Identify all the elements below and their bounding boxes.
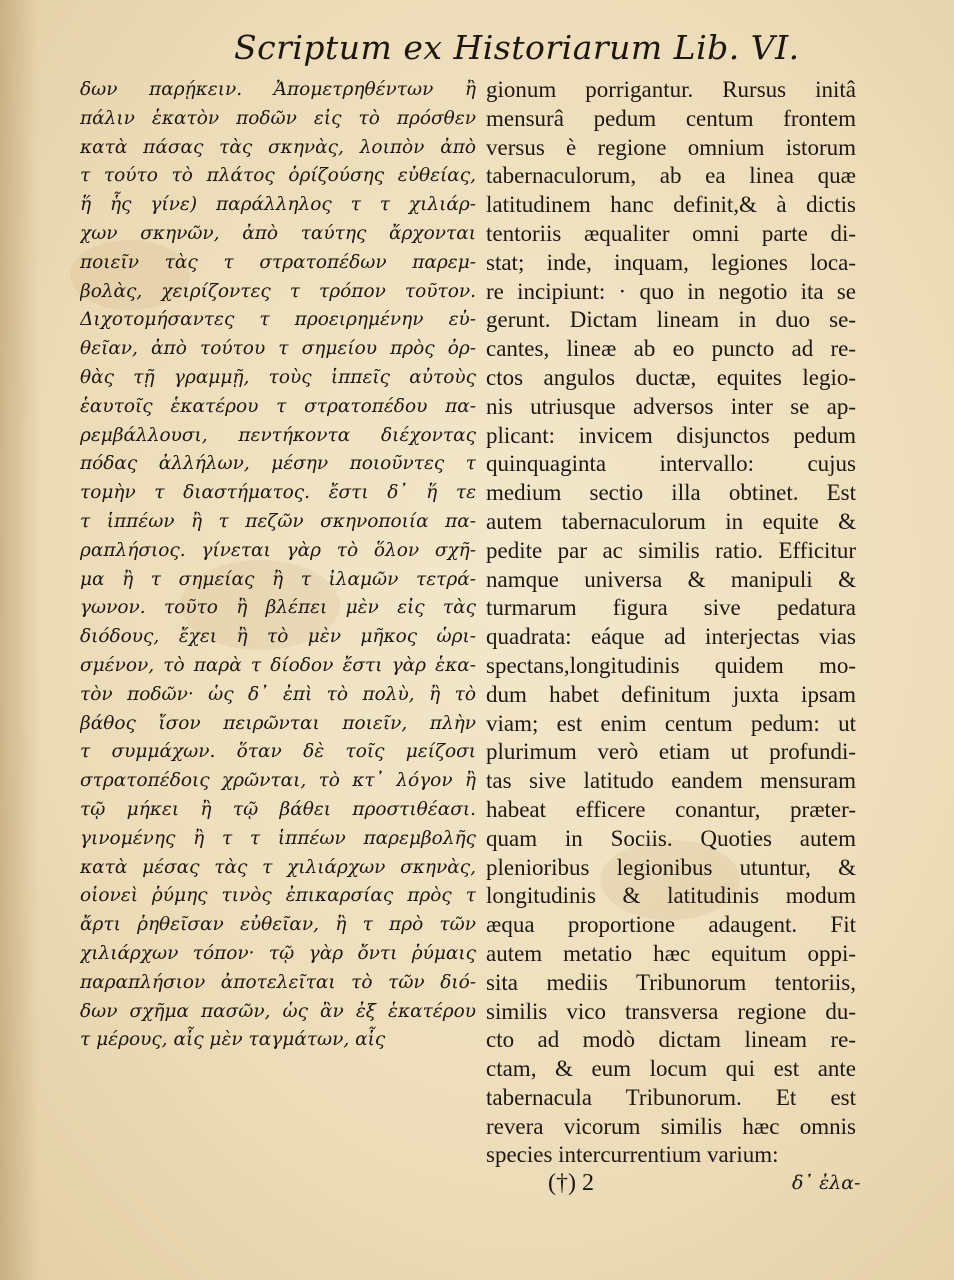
latin-text-line: re incipiunt: · quo in negotio ita se: [486, 278, 856, 304]
latin-text-line: dum habet definitum juxta ipsam: [486, 681, 856, 707]
latin-text-line: ctam, & eum locum qui est ante: [486, 1056, 856, 1082]
greek-text-line: τὸν ποδῶν· ὡς δ᾽ ἐπὶ τὸ πολὺ, ἢ τὸ: [80, 683, 476, 705]
latin-text-line: versus è regione omnium istorum: [486, 134, 856, 160]
greek-text-line: θεῖαν, ἀπὸ τούτου τ σημείου πρὸς ὀρ-: [80, 338, 476, 360]
greek-text-line: Διχοτομήσαντες τ προειρημένην εὐ-: [80, 309, 476, 331]
latin-text-line: autem tabernaculorum in equite &: [486, 508, 856, 534]
greek-text-line: πόδας ἀλλήλων, μέσην ποιοῦντες τ: [80, 453, 476, 475]
latin-text-line: autem metatio hæc equitum oppi-: [486, 940, 856, 966]
latin-text-line: viam; est enim centum pedum: ut: [486, 710, 856, 736]
signature-mark: (†) 2: [548, 1170, 594, 1196]
latin-text-line: ctos angulos ductæ, equites legio-: [486, 364, 856, 390]
latin-text-line: similis vico transversa regione du-: [486, 998, 856, 1024]
greek-text-line: βάθος ἴσον πειρῶνται ποιεῖν, πλὴν: [80, 712, 476, 734]
latin-text-line: cto ad modò dictam lineam re-: [486, 1027, 856, 1053]
greek-text-line: δων σχῆμα πασῶν, ὡς ἂν ἐξ ἑκατέρου: [80, 1000, 476, 1022]
greek-text-line: σμένον, τὸ παρὰ τ δίοδον ἔστι γὰρ ἑκα-: [80, 654, 476, 676]
greek-text-line: ραπλήσιος. γίνεται γὰρ τὸ ὅλον σχῆ-: [80, 539, 476, 561]
latin-text-line: habeat efficere conantur, præter-: [486, 796, 856, 822]
greek-text-line: κατὰ πάσας τὰς σκηνὰς, λοιπὸν ἀπὸ: [80, 136, 476, 158]
latin-text-line: plicant: invicem disjunctos pedum: [486, 422, 856, 448]
latin-text-line: cantes, lineæ ab eo puncto ad re-: [486, 336, 856, 362]
latin-text-line: stat; inde, inquam, legiones loca-: [486, 249, 856, 275]
latin-text-line: tabernacula Tribunorum. Et est: [486, 1084, 856, 1110]
greek-text-line: τ συμμάχων. ὅταν δὲ τοῖς μείζοσι: [80, 741, 476, 763]
latin-text-line: latitudinem hanc definit,& à dictis: [486, 192, 856, 218]
latin-text-line: pedite par ac similis ratio. Efficitur: [486, 537, 856, 563]
latin-text-line: quadrata: eáque ad interjectas vias: [486, 624, 856, 650]
latin-text-line: æqua proportione adaugent. Fit: [486, 912, 856, 938]
greek-text-line: γινομένης ἢ τ τ ἱππέων παρεμβολῆς: [80, 827, 476, 849]
greek-text-line: ρεμβάλλουσι, πεντήκοντα διέχοντας: [80, 424, 476, 446]
greek-text-line: γωνον. τοῦτο ἢ βλέπει μὲν εἰς τὰς: [80, 597, 476, 619]
greek-text-line: τ ἱππέων ἢ τ πεζῶν σκηνοποιία πα-: [80, 510, 476, 532]
greek-text-line: βολὰς, χειρίζοντες τ τρόπον τοῦτον.: [80, 280, 476, 302]
running-head: Scriptum ex Historiarum Lib. VI.: [234, 28, 800, 67]
latin-text-line: spectans,longitudinis quidem mo-: [486, 652, 856, 678]
greek-text-line: πάλιν ἑκατὸν ποδῶν εἰς τὸ πρόσθεν: [80, 107, 476, 129]
catchword: δ᾽ ἐλα-: [792, 1172, 861, 1194]
greek-text-line: τῷ μήκει ἢ τῷ βάθει προστιθέασι.: [80, 798, 476, 820]
latin-text-line: plenioribus legionibus utuntur, &: [486, 854, 856, 880]
greek-text-line: μα ἢ τ σημείας ἢ τ ἰλαμῶν τετρά-: [80, 568, 476, 590]
greek-text-line: κατὰ μέσας τὰς τ χιλιάρχων σκηνὰς,: [80, 856, 476, 878]
latin-text-line: tabernaculorum, ab ea linea quæ: [486, 163, 856, 189]
latin-text-line: medium sectio illa obtinet. Est: [486, 480, 856, 506]
latin-text-line: gerunt. Dictam lineam in duo se-: [486, 307, 856, 333]
greek-text-line: στρατοπέδοις χρῶνται, τὸ κτ᾽ λόγον ἢ: [80, 770, 476, 792]
greek-text-line: δων παρῄκειν. Ἀπομετρηθέντων ἢ: [80, 79, 476, 100]
greek-text-line: ἄρτι ῥηθεῖσαν εὐθεῖαν, ἢ τ πρὸ τῶν: [80, 914, 476, 936]
latin-text-line: quam in Sociis. Quoties autem: [486, 825, 856, 851]
latin-text-line: namque universa & manipuli &: [486, 566, 856, 592]
latin-text-line: tentoriis æqualiter omni parte di-: [486, 220, 856, 246]
greek-text-line: τ μέρους, αἷς μὲν ταγμάτων, αἷς: [80, 1029, 386, 1051]
greek-text-line: οἱονεὶ ῥύμης τινὸς ἐπικαρσίας πρὸς τ: [80, 885, 476, 907]
latin-text-line: plurimum verò etiam ut profundi-: [486, 739, 856, 765]
latin-text-line: mensurâ pedum centum frontem: [486, 105, 856, 131]
greek-text-line: θὰς τῇ γραμμῇ, τοὺς ἱππεῖς αὐτοὺς: [80, 366, 476, 388]
latin-text-line: tas sive latitudo eandem mensuram: [486, 768, 856, 794]
binding-shadow: [0, 0, 40, 1280]
greek-text-line: τομὴν τ διαστήματος. ἔστι δ᾽ ἥ τε: [80, 482, 476, 504]
greek-text-line: χιλιάρχων τόπον· τῷ γὰρ ὄντι ῥύμαις: [80, 942, 476, 964]
greek-text-line: παραπλήσιον ἀποτελεῖται τὸ τῶν διό-: [80, 971, 476, 993]
greek-text-line: ἑαυτοῖς ἑκατέρου τ στρατοπέδου πα-: [80, 395, 476, 417]
greek-text-line: χων σκηνῶν, ἀπὸ ταύτης ἄρχονται: [80, 222, 476, 244]
greek-column: [80, 76, 476, 1055]
latin-text-line: revera vicorum similis hæc omnis: [486, 1113, 856, 1139]
latin-text-line: species intercurrentium varium:: [486, 1142, 779, 1168]
greek-text-line: ἥ ἧς γίνε) παράλληλος τ τ χιλιάρ-: [80, 194, 476, 216]
greek-text-line: διόδους, ἔχει ἢ τὸ μὲν μῆκος ὡρι-: [80, 626, 476, 648]
greek-text-line: τ τούτο τὸ πλάτος ὁρίζούσης εὐθείας,: [80, 165, 476, 187]
greek-text-line: ποιεῖν τὰς τ στρατοπέδων παρεμ-: [80, 251, 476, 273]
latin-text-line: gionum porrigantur. Rursus initâ: [486, 77, 856, 102]
latin-text-line: nis utriusque adversos inter se ap-: [486, 393, 856, 419]
latin-text-line: quinquaginta intervallo: cujus: [486, 451, 856, 477]
latin-text-line: longitudinis & latitudinis modum: [486, 883, 856, 909]
latin-text-line: sita mediis Tribunorum tentoriis,: [486, 969, 856, 995]
latin-text-line: turmarum figura sive pedatura: [486, 595, 856, 621]
latin-column: [486, 76, 856, 1170]
